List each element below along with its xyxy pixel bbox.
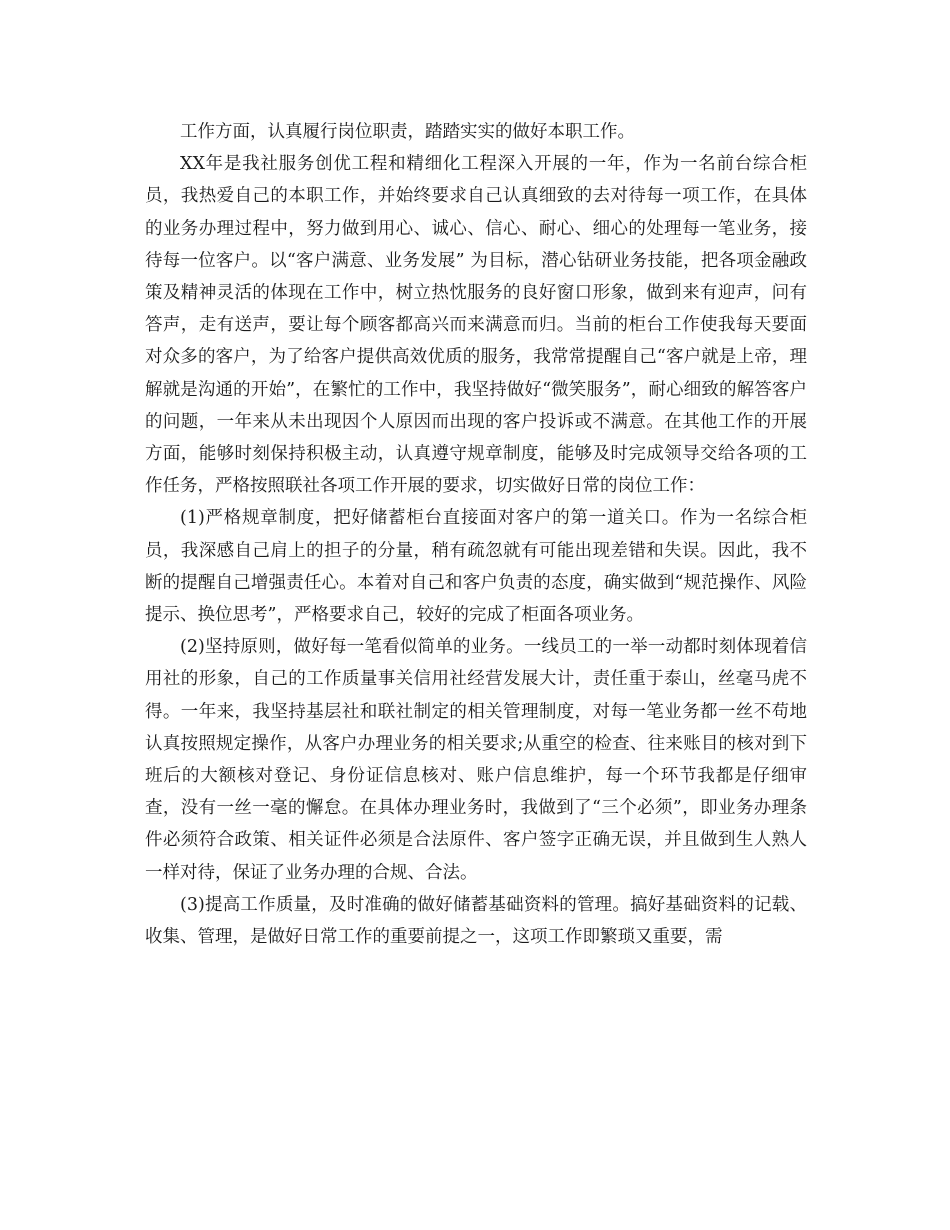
paragraph-item-1: (1)严格规章制度，把好储蓄柜台直接面对客户的第一道关口。作为一名综合柜员，我深感自己肩上的担子的分量，稍有疏忽就有可能出现差错和失误。因此，我不断的提醒自己增强责任心。本着对自己和客户负责的态度，确实做到“规范操作、风险提示、换位思考”，严格要求自己，较好的完成了柜面各项业务。 <box>145 508 807 626</box>
paragraph-item-2: (2)坚持原则，做好每一笔看似简单的业务。一线员工的一举一动都时刻体现着信用社的形象，自己的工作质量事关信用社经营发展大计，责任重于泰山，丝毫马虎不得。一年来，我坚持基层社和联社制定的相关管理制度，对每一笔业务都一丝不苟地认真按照规定操作，从客户办理业务的相关要求;从重空的检查、往来账目的核对到下班后的大额核对登记、身份证信息核对、账户信息维护，每一个环节我都是仔细审查，没有一丝一毫的懈怠。在具体办理业务时，我做到了“三个必须”，即业务办理条件必须符合政策、相关证件必须是合法原件、客户签字正确无误，并且做到生人熟人一样对待，保证了业务办理的合规、合法。 <box>145 637 807 883</box>
paragraph-summary: XX年是我社服务创优工程和精细化工程深入开展的一年，作为一名前台综合柜员，我热爱自己的本职工作，并始终要求自己认真细致的去对待每一项工作，在具体的业务办理过程中，努力做到用心、诚心、信心、耐心、细心的处理每一笔业务，接待每一位客户。以“客户满意、业务发展” 为目标，潜心钻研业务技能，把各项金融政策及精神灵活的体现在工作中，树立热忱服务的良好窗口形象，做到来有迎声，问有答声，走有送声，要让每个顾客都高兴而来满意而归。当前的柜台工作使我每天要面对众多的客户，为了给客户提供高效优质的服务，我常常提醒自己“客户就是上帝，理解就是沟通的开始”，在繁忙的工作中，我坚持做好“微笑服务”，耐心细致的解答客户的问题，一年来从未出现因个人原因而出现的客户投诉或不满意。在其他工作的开展方面，能够时刻保持积极主动，认真遵守规章制度，能够及时完成领导交给各项的工作任务，严格按照联社各项工作开展的要求，切实做好日常的岗位工作： <box>145 154 807 497</box>
document-body <box>145 116 807 953</box>
paragraph-intro: 工作方面，认真履行岗位职责，踏踏实实的做好本职工作。 <box>180 122 635 142</box>
paragraph-item-3: (3)提高工作质量，及时准确的做好储蓄基础资料的管理。搞好基础资料的记载、收集、管理，是做好日常工作的重要前提之一，这项工作即繁琐又重要，需 <box>145 894 807 948</box>
